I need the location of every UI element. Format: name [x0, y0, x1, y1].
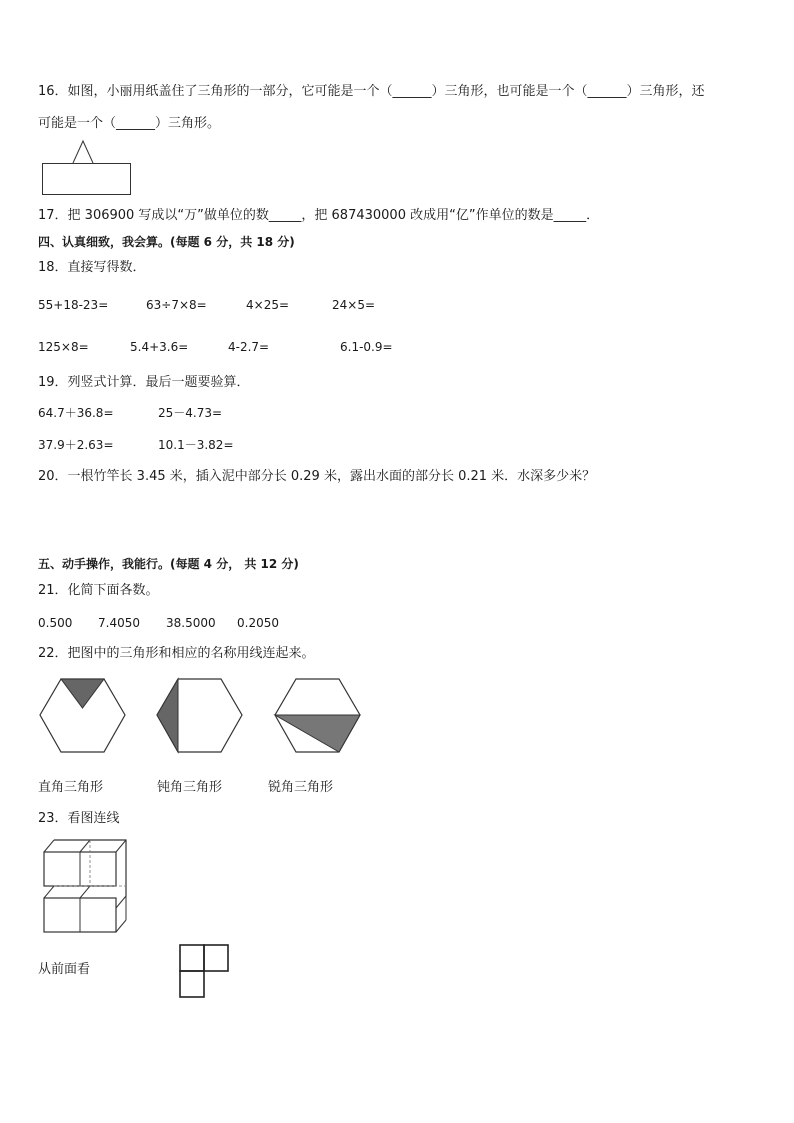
q19-item: 64.7＋36.8= — [38, 406, 114, 420]
q18-item: 63÷7×8= — [146, 298, 207, 312]
q23-view-label: 从前面看 — [38, 962, 91, 977]
q18-item: 6.1-0.9= — [340, 340, 393, 354]
q19-title: 19．列竖式计算．最后一题要验算． — [38, 375, 250, 390]
hexagon-obtuse-triangle-figure — [157, 678, 243, 754]
cube-stack-figure — [40, 838, 132, 934]
q16-line1: 16．如图，小丽用纸盖住了三角形的一部分，它可能是一个（______）三角形，也可能是一个（______）三角形，还 — [38, 84, 705, 99]
q18-item: 55+18-23= — [38, 298, 109, 312]
q19-item: 10.1－3.82= — [158, 438, 234, 452]
q22-name: 直角三角形 — [38, 780, 104, 795]
hexagon-acute-triangle-figure — [275, 678, 361, 754]
q21-number: 0.500 — [38, 616, 73, 630]
q21-number: 7.4050 — [98, 616, 140, 630]
q18-item: 24×5= — [332, 298, 376, 312]
covered-triangle-figure — [42, 140, 132, 196]
q18-item: 4×25= — [246, 298, 290, 312]
q22-title: 22．把图中的三角形和相应的名称用线连起来。 — [38, 646, 315, 661]
q19-item: 25－4.73= — [158, 406, 223, 420]
q21-number: 0.2050 — [237, 616, 279, 630]
q18-item: 5.4+3.6= — [130, 340, 189, 354]
front-view-figure — [179, 944, 231, 1000]
q18-item: 125×8= — [38, 340, 89, 354]
q16-line2: 可能是一个（______）三角形。 — [38, 116, 221, 131]
q22-name: 锐角三角形 — [268, 780, 334, 795]
q21-number: 38.5000 — [166, 616, 216, 630]
q22-name: 钝角三角形 — [157, 780, 223, 795]
q23-title: 23．看图连线 — [38, 811, 120, 826]
q18-item: 4-2.7= — [228, 340, 270, 354]
q18-title: 18．直接写得数． — [38, 260, 146, 275]
q21-title: 21．化简下面各数。 — [38, 583, 159, 598]
q17-text: 17．把 306900 写成以“万”做单位的数_____，把 687430000 改成用“亿”作单位的数是_____． — [38, 208, 600, 223]
q20-text: 20．一根竹竿长 3.45 米，插入泥中部分长 0.29 米，露出水面的部分长 0.21 米．水深多少米？ — [38, 469, 596, 484]
hexagon-right-triangle-figure — [40, 678, 126, 754]
section5-heading: 五、动手操作，我能行。(每题 4 分， 共 12 分) — [38, 557, 299, 571]
q19-item: 37.9＋2.63= — [38, 438, 114, 452]
section4-heading: 四、认真细致，我会算。(每题 6 分，共 18 分) — [38, 235, 295, 249]
